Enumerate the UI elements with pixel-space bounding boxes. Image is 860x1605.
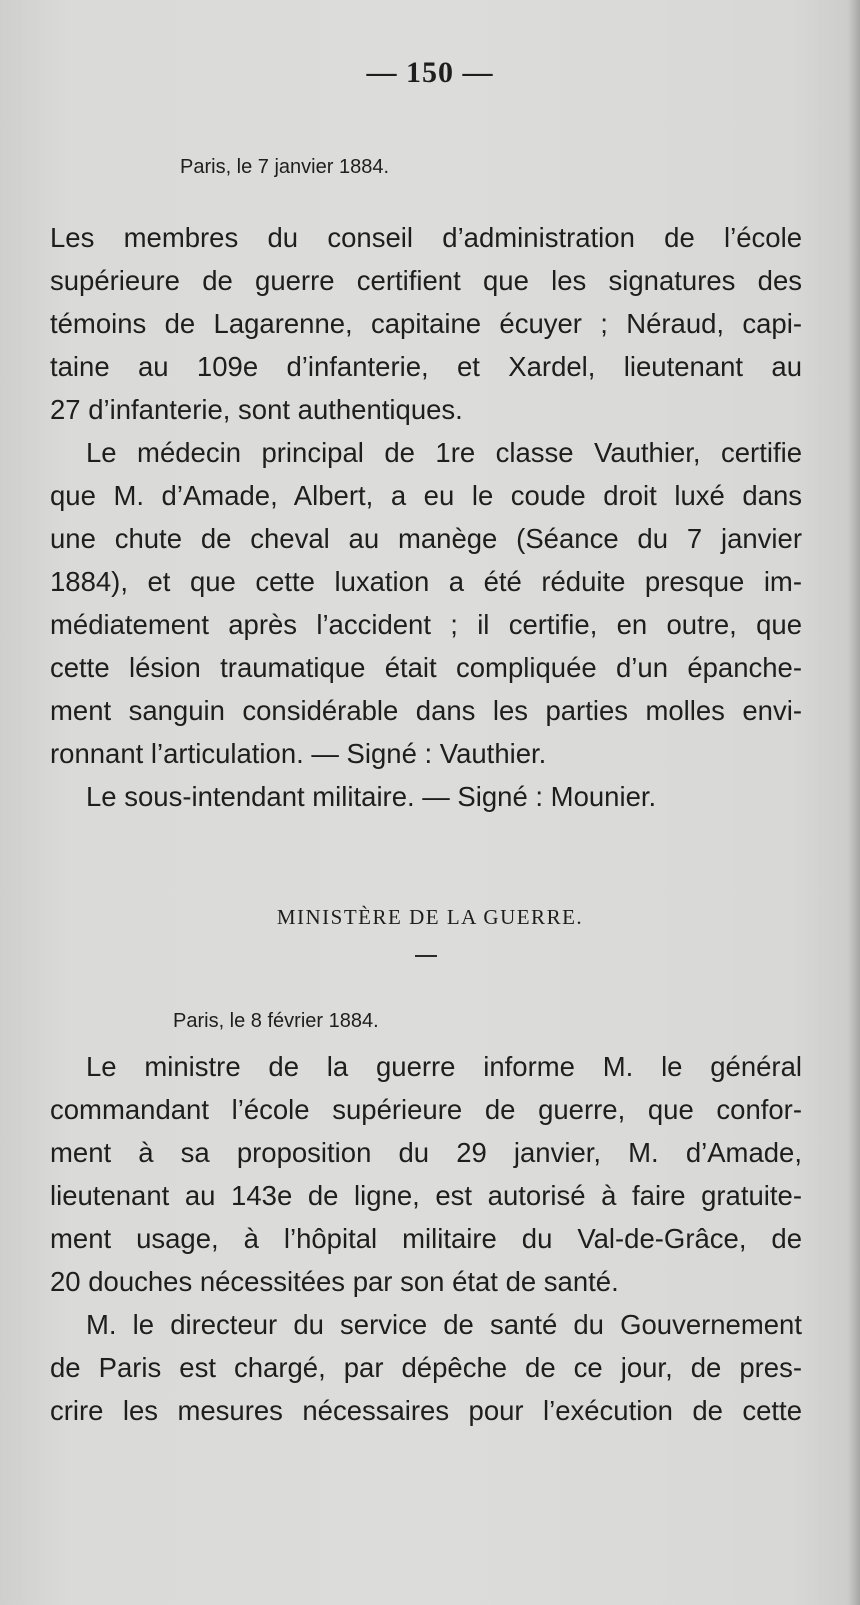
text-line: commandant l’école supérieure de guerre, que confor- [50, 1094, 802, 1125]
text-line: une chute de cheval au manège (Séance du 7 janvier [50, 523, 802, 554]
text-line: médiatement après l’accident ; il certifie, en outre, que [50, 609, 802, 640]
letter-1-body [50, 216, 802, 818]
text-line: 27 d’infanterie, sont authentiques. [50, 394, 463, 425]
text-line: de Paris est chargé, par dépêche de ce jour, de pres- [50, 1352, 802, 1383]
text-line: 1884), et que cette luxation a été réduite presque im- [50, 566, 802, 597]
text-line: Le ministre de la guerre informe M. le général [86, 1051, 802, 1082]
page-number: — 150 — [366, 56, 494, 89]
text-line: ronnant l’articulation. — Signé : Vauthier. [50, 738, 547, 769]
text-line: ment à sa proposition du 29 janvier, M. d’Amade, [50, 1137, 802, 1168]
dateline-letter-2: Paris, le 8 février 1884. [173, 1010, 379, 1032]
text-line: ment sanguin considérable dans les parties molles envi- [50, 695, 802, 726]
text-line: crire les mesures nécessaires pour l’exécution de cette [50, 1395, 802, 1426]
text-line: que M. d’Amade, Albert, a eu le coude droit luxé dans [50, 480, 802, 511]
text-line: témoins de Lagarenne, capitaine écuyer ; Néraud, capi- [50, 308, 802, 339]
text-line: Le sous-intendant militaire. — Signé : Mounier. [86, 781, 657, 812]
text-line: taine au 109e d’infanterie, et Xardel, lieutenant au [50, 351, 802, 382]
text-line: M. le directeur du service de santé du Gouvernement [86, 1309, 802, 1340]
dateline-letter-1: Paris, le 7 janvier 1884. [180, 156, 390, 178]
section-heading: MINISTÈRE DE LA GUERRE. [276, 905, 584, 929]
page-edge-shadow [848, 0, 860, 1605]
letter-2-body [50, 1045, 802, 1432]
text-line: 20 douches nécessitées par son état de santé. [50, 1266, 619, 1297]
text-line: lieutenant au 143e de ligne, est autorisé à faire gratuite- [50, 1180, 802, 1211]
text-line: supérieure de guerre certifient que les signatures des [50, 265, 802, 296]
text-line: ment usage, à l’hôpital militaire du Val-de-Grâce, de [50, 1223, 802, 1254]
text-line: cette lésion traumatique était compliquée d’un épanche- [50, 652, 802, 683]
heading-rule-divider [415, 955, 437, 957]
text-line: Les membres du conseil d’administration de l’école [50, 222, 802, 253]
text-line: Le médecin principal de 1re classe Vauthier, certifie [86, 437, 802, 468]
